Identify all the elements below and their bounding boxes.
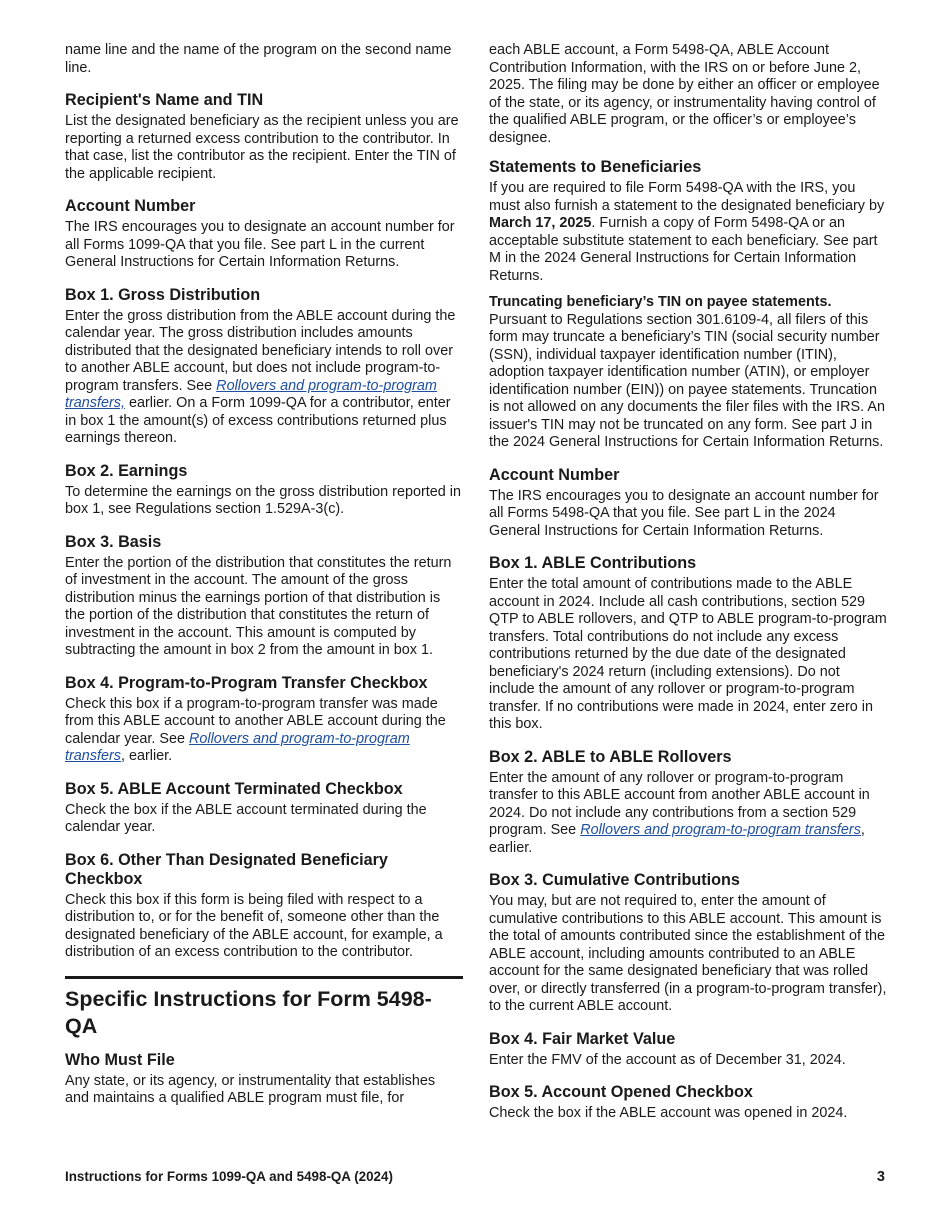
- page-number: 3: [876, 1169, 885, 1185]
- rollovers-link[interactable]: Rollovers and program-to-program transfers: [65, 730, 410, 764]
- account-number-paragraph: The IRS encourages you to designate an account number for all Forms 5498-QA that you file. See part L in the 2024 General Instructions for Certain Information Returns.: [489, 487, 879, 539]
- statements-text-a: If you are required to file Form 5498-QA with the IRS, you must also furnish a statement to the designated beneficiary by: [489, 180, 885, 214]
- box2-text-b: , earlier.: [489, 822, 865, 856]
- statements-paragraph: [489, 180, 889, 285]
- box5-terminated-paragraph: Check the box if the ABLE account terminated during the calendar year.: [65, 801, 427, 835]
- box1-contributions-paragraph: Enter the total amount of contributions made to the ABLE account in 2024. Include all cash contributions, section 529 QTP to ABLE rollovers, and QTP to ABLE program-to-program transfers. Total contributions do not include any excess contributions returned by the due date of the designated beneficiary's 2024 return (including extensions). Do not include the amount of any rollover or program-to-program transfer. If no contributions were made in 2024, enter zero in this box.: [489, 576, 887, 732]
- box1-text-a: Enter the gross distribution from the ABLE account during the calendar year. The gross distribution includes amounts distributed that the designated beneficiary intends to roll over to another ABLE account, but does not include program-to-program transfers. See: [65, 307, 456, 394]
- box3-cumulative-heading: Box 3. Cumulative Contributions: [489, 871, 740, 889]
- box5-opened-paragraph: Check the box if the ABLE account was opened in 2024.: [489, 1105, 848, 1121]
- account-number-heading: Account Number: [489, 465, 620, 484]
- account-number-paragraph: The IRS encourages you to designate an account number for all Forms 1099-QA that you file. See part L in the current General Instructions for Certain Information Returns.: [65, 219, 455, 270]
- box4-transfer-paragraph: [65, 696, 463, 766]
- page-footer: [65, 1169, 885, 1184]
- truncating-text: Pursuant to Regulations section 301.6109-4, all filers of this form may truncate a beneficiary’s TIN (social security number (SSN), individual taxpayer identification number (ITIN), adoption taxpayer identification number (ATIN), or employer identification number (EIN)) on payee statements. Truncation is not allowed on any documents the filer files with the IRS. An issuer's TIN may not be truncated on any form. See part J in the 2024 General Instructions for Certain Information Returns.: [489, 311, 885, 450]
- box3-basis-heading: Box 3. Basis: [65, 532, 162, 551]
- left-column: [65, 42, 463, 1122]
- box4-text-b: , earlier.: [120, 748, 173, 764]
- box1-contributions-heading: Box 1. ABLE Contributions: [489, 554, 697, 572]
- box4-text-a: Check this box if a program-to-program transfer was made from this ABLE account to another ABLE account during the calendar year. See: [65, 695, 446, 747]
- statements-text-b: . Furnish a copy of Form 5498-QA or an acceptable substitute statement to each beneficiary. See part M in the 2024 General Instructions for Certain Information Returns.: [489, 215, 878, 284]
- recipient-paragraph: List the designated beneficiary as the recipient unless you are reporting a returned excess contribution to the contributor. In that case, list the contributor as the recipient. Enter the TIN of the applicable recipient.: [65, 113, 459, 182]
- box1-text-b: earlier. On a Form 1099-QA for a contributor, enter in box 1 the amount(s) of excess contributions returned plus earnings thereon.: [65, 395, 451, 446]
- who-must-file-heading: Who Must File: [65, 1050, 175, 1069]
- box1-gross-distribution-heading: Box 1. Gross Distribution: [65, 285, 261, 304]
- rollovers-link[interactable]: Rollovers and program-to-program transfers,: [65, 377, 437, 411]
- box4-fmv-paragraph: Enter the FMV of the account as of December 31, 2024.: [489, 1051, 846, 1068]
- box5-opened-heading: Box 5. Account Opened Checkbox: [489, 1083, 753, 1101]
- box5-terminated-heading: Box 5. ABLE Account Terminated Checkbox: [65, 779, 403, 798]
- box1-gross-distribution-paragraph: [65, 308, 463, 448]
- statements-heading: Statements to Beneficiaries: [489, 158, 702, 176]
- box6-other-beneficiary-heading: Box 6. Other Than Designated Beneficiary Checkbox: [65, 850, 388, 888]
- account-number-heading: Account Number: [65, 197, 196, 215]
- box3-basis-paragraph: Enter the portion of the distribution that constitutes the return of investment in the account. The amount of the gross distribution minus the earnings portion of that distribution is the portion of the distribution that constitutes the return of investment in the account. This amount is computed by subtracting the amount in box 2 from the amount in box 1.: [65, 554, 452, 658]
- box2-earnings-paragraph: To determine the earnings on the gross distribution reported in box 1, see Regulations section 1.529A-3(c).: [65, 483, 461, 517]
- footer-title: Instructions for Forms 1099-QA and 5498-QA (2024): [65, 1169, 393, 1184]
- specific-instructions-heading: Specific Instructions for Form 5498-QA: [65, 986, 432, 1038]
- truncating-title: Truncating beneficiary’s TIN on payee statements.: [489, 294, 832, 310]
- who-must-file-paragraph: Any state, or its agency, or instrumentality that establishes and maintains a qualified ABLE program must file, for: [65, 1072, 436, 1106]
- box4-transfer-heading: Box 4. Program-to-Program Transfer Checkbox: [65, 673, 428, 692]
- box2-rollovers-paragraph: [489, 770, 889, 858]
- statements-due-date: March 17, 2025: [489, 215, 592, 231]
- box6-other-beneficiary-paragraph: Check this box if this form is being filed with respect to a distribution to, or for the benefit of, someone other than the designated beneficiary of the ABLE account, for example, a distribution of an excess contribution to the contributor.: [65, 891, 443, 960]
- section-divider: [65, 976, 463, 979]
- right-column: [489, 42, 889, 1137]
- box2-rollovers-heading: Box 2. ABLE to ABLE Rollovers: [489, 747, 732, 766]
- truncating-paragraph: [489, 294, 889, 452]
- rollovers-link[interactable]: Rollovers and program-to-program transfers: [580, 822, 861, 838]
- box2-earnings-heading: Box 2. Earnings: [65, 461, 188, 480]
- box3-cumulative-paragraph: You may, but are not required to, enter the amount of cumulative contributions to this ABLE account. This amount is the total of amounts contributed since the establishment of the ABLE account, including amounts contributed to an ABLE account for the same designated beneficiary that was rolled over, or directly transferred (in a program-to-program transfer), to the current ABLE account.: [489, 893, 887, 1014]
- box4-fmv-heading: Box 4. Fair Market Value: [489, 1029, 676, 1048]
- recipient-heading: Recipient's Name and TIN: [65, 91, 264, 109]
- who-must-file-continued: each ABLE account, a Form 5498-QA, ABLE Account Contribution Information, with the IRS on or before June 2, 2025. The filing may be done by either an officer or employee of the state, or its agency, or instrumentality having control of the qualified ABLE program, or the officer’s or employee’s designee.: [489, 42, 880, 146]
- box2-text-a: Enter the amount of any rollover or program-to-program transfer to this ABLE account from another ABLE account in 2024. Do not include any contributions from a section 529 program. See: [489, 769, 870, 838]
- intro-paragraph: name line and the name of the program on the second name line.: [65, 42, 452, 76]
